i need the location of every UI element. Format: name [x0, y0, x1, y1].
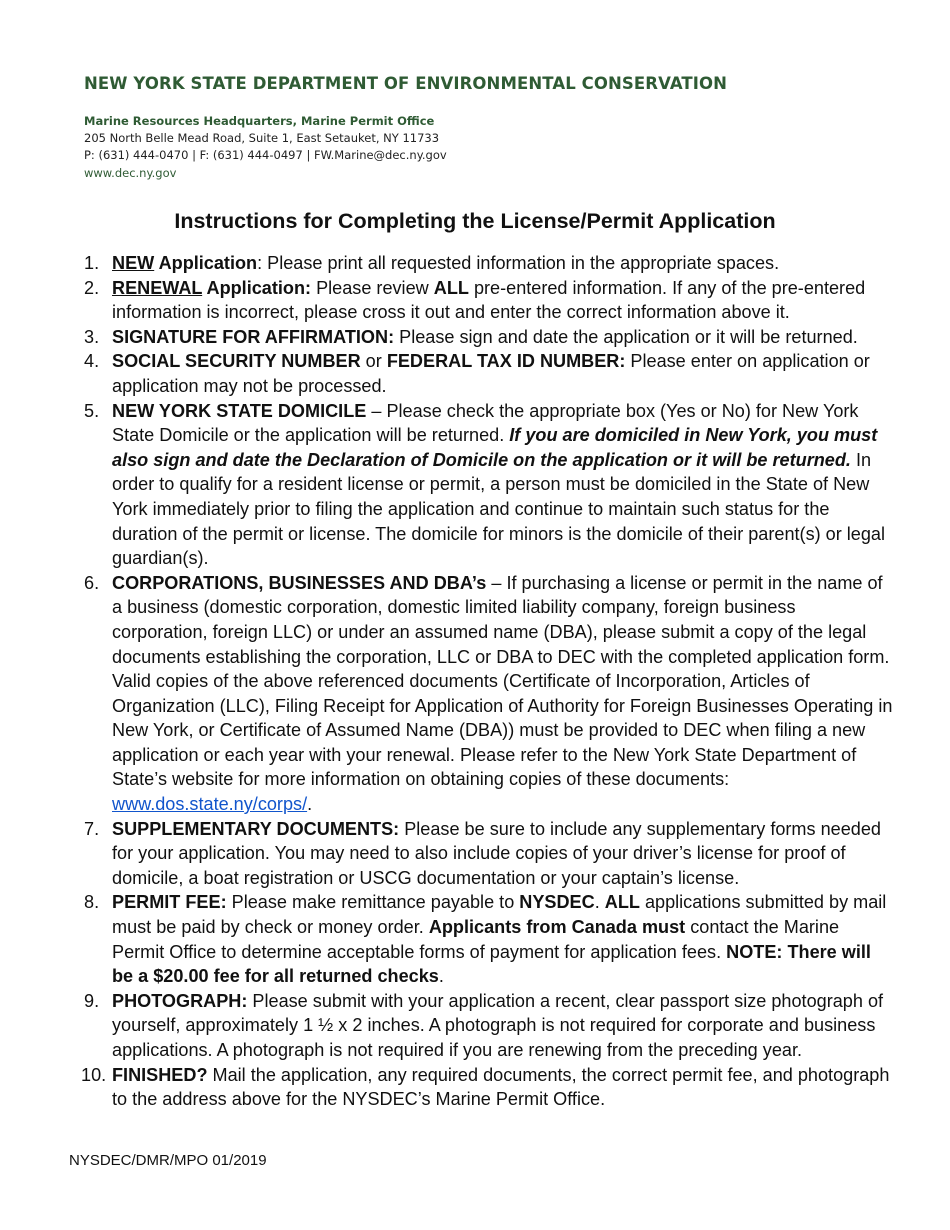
- instruction-item: [84, 890, 896, 988]
- bold-text: RENEWAL: [112, 277, 203, 298]
- item-number: 3.: [84, 326, 100, 347]
- item-text-run: pre-entered information. If any of the pre-entered information is incorrect, please cross it out and enter the correct information above it.: [112, 277, 866, 323]
- item-text-run: In order to qualify for a resident license or permit, a person must be domiciled in the State of New York immediately prior to filing the application and continue to maintain such status for the duration of the permit or license. The domicile for minors is the domicile of their parent(s) or legal guardian(s).: [112, 449, 886, 569]
- item-number: 10.: [81, 1064, 107, 1085]
- item-text: [112, 573, 892, 814]
- item-text-run: : Please print all requested information in the appropriate spaces.: [257, 253, 780, 273]
- bold-text: Application:: [202, 277, 312, 298]
- bold-text: FEDERAL TAX ID NUMBER:: [386, 351, 626, 372]
- item-text: [112, 892, 886, 986]
- bold-text: ALL: [433, 277, 469, 298]
- bold-text: NEW YORK STATE DOMICILE: [112, 400, 367, 421]
- instruction-item: [84, 571, 896, 817]
- item-number: 6.: [84, 572, 100, 593]
- item-number: 1.: [84, 253, 100, 273]
- item-text-run: – Please check the appropriate box (Yes or No) for New York State Domicile or the application will be returned.: [112, 400, 859, 446]
- instruction-item: [84, 276, 896, 325]
- instruction-item: [84, 989, 896, 1063]
- item-text-run: applications submitted by mail must be paid by check or money order.: [112, 892, 887, 938]
- bold-text: SUPPLEMENTARY DOCUMENTS:: [112, 818, 400, 839]
- instruction-item: [84, 817, 896, 891]
- office-address: 205 North Belle Mead Road, Suite 1, East Setauket, NY 11733: [84, 131, 440, 146]
- bold-text: Application: [154, 253, 258, 273]
- instruction-item: [84, 251, 896, 276]
- item-text: [112, 327, 858, 347]
- bold-text: If you are domiciled in New York, you must also sign and date the Declaration of Domicile on the application or it will be returned.: [112, 425, 878, 470]
- agency-name: NEW YORK STATE DEPARTMENT OF ENVIRONMENTAL CONSERVATION: [84, 74, 728, 93]
- item-text-run: Please review: [311, 277, 434, 298]
- bold-text: SOCIAL SECURITY NUMBER: [112, 351, 361, 372]
- office-name: Marine Resources Headquarters, Marine Permit Office: [84, 114, 435, 128]
- item-text: [112, 278, 865, 323]
- item-number: 7.: [84, 818, 100, 839]
- website: www.dec.ny.gov: [84, 165, 177, 180]
- instruction-item: [84, 349, 896, 398]
- item-number: 2.: [84, 277, 100, 298]
- bold-text: CORPORATIONS, BUSINESSES AND DBA’s: [112, 572, 487, 593]
- item-text: [112, 351, 870, 396]
- bold-text: NOTE: There will be a $20.00 fee for all returned checks: [112, 941, 871, 987]
- instructions-list: [81, 251, 896, 1112]
- item-text: [112, 1065, 889, 1110]
- item-text: [112, 819, 881, 888]
- item-text-run: .: [594, 892, 605, 913]
- form-code-footer: NYSDEC/DMR/MPO 01/2019: [69, 1152, 267, 1169]
- item-text-run: Please be sure to include any supplementary forms needed for your application. You may need to also include copies of your driver’s license for proof of domicile, a boat registration or USCG documentation or your captain’s license.: [112, 818, 881, 888]
- item-number: 5.: [84, 400, 100, 421]
- bold-text: SIGNATURE FOR AFFIRMATION:: [112, 326, 395, 347]
- instruction-item: [84, 399, 896, 571]
- bold-text: PHOTOGRAPH:: [112, 990, 248, 1011]
- item-text: [112, 401, 885, 569]
- item-text-run: – If purchasing a license or permit in the name of a business (domestic corporation, domestic limited liability company, foreign business corporation, foreign LLC) or under an assumed name (DBA), please submit a copy of the legal documents establishing the corporation, LLC or DBA to DEC with the completed application form. Valid copies of the above referenced documents (Certificate of Incorporation, Articles of Organization (LLC), Filing Receipt for Application of Authority for Foreign Businesses Operating in New York, or Certificate of Assumed Name (DBA)) must be provided to DEC when filing a new application or each year with your renewal. Please refer to the New York State Department of State’s website for more information on obtaining copies of these documents:: [112, 572, 893, 790]
- item-text-run: Mail the application, any required documents, the correct permit fee, and photograph to the address above for the NYSDEC’s Marine Permit Office.: [112, 1064, 890, 1110]
- bold-text: NYSDEC: [519, 892, 595, 913]
- item-text-run: .: [307, 794, 313, 815]
- page-title: Instructions for Completing the License/Permit Application: [174, 209, 776, 233]
- office-phone-line: P: (631) 444-0470 | F: (631) 444-0497 | FW.Marine@dec.ny.gov: [84, 148, 447, 163]
- contact-block: [84, 113, 447, 182]
- instruction-item: [81, 1063, 896, 1112]
- item-text: [112, 253, 779, 273]
- bold-text: ALL: [604, 892, 640, 913]
- item-text-run: contact the Marine Permit Office to determine acceptable forms of payment for application fees.: [112, 917, 840, 962]
- bold-text: PERMIT FEE:: [112, 892, 227, 913]
- dos-corps-link[interactable]: www.dos.state.ny/corps/: [112, 794, 308, 815]
- item-text: [112, 991, 883, 1060]
- item-number: 8.: [84, 892, 100, 913]
- item-text-run: Please submit with your application a recent, clear passport size photograph of yourself, approximately 1 ½ x 2 inches. A photograph is not required for corporate and business applications. A photograph is not required if you are renewing from the preceding year.: [112, 990, 884, 1060]
- bold-text: FINISHED?: [112, 1064, 208, 1085]
- item-text-run: .: [438, 966, 444, 987]
- item-text-run: Please make remittance payable to: [226, 892, 520, 913]
- bold-text: NEW: [112, 253, 155, 273]
- item-text-run: Please sign and date the application or it will be returned.: [394, 326, 858, 347]
- item-text-run: Please enter on application or application may not be processed.: [112, 351, 870, 396]
- item-text-run: or: [360, 351, 387, 372]
- instruction-item: [84, 325, 896, 350]
- item-number: 4.: [84, 351, 100, 372]
- bold-text: Applicants from Canada must: [428, 917, 686, 938]
- item-number: 9.: [84, 990, 100, 1011]
